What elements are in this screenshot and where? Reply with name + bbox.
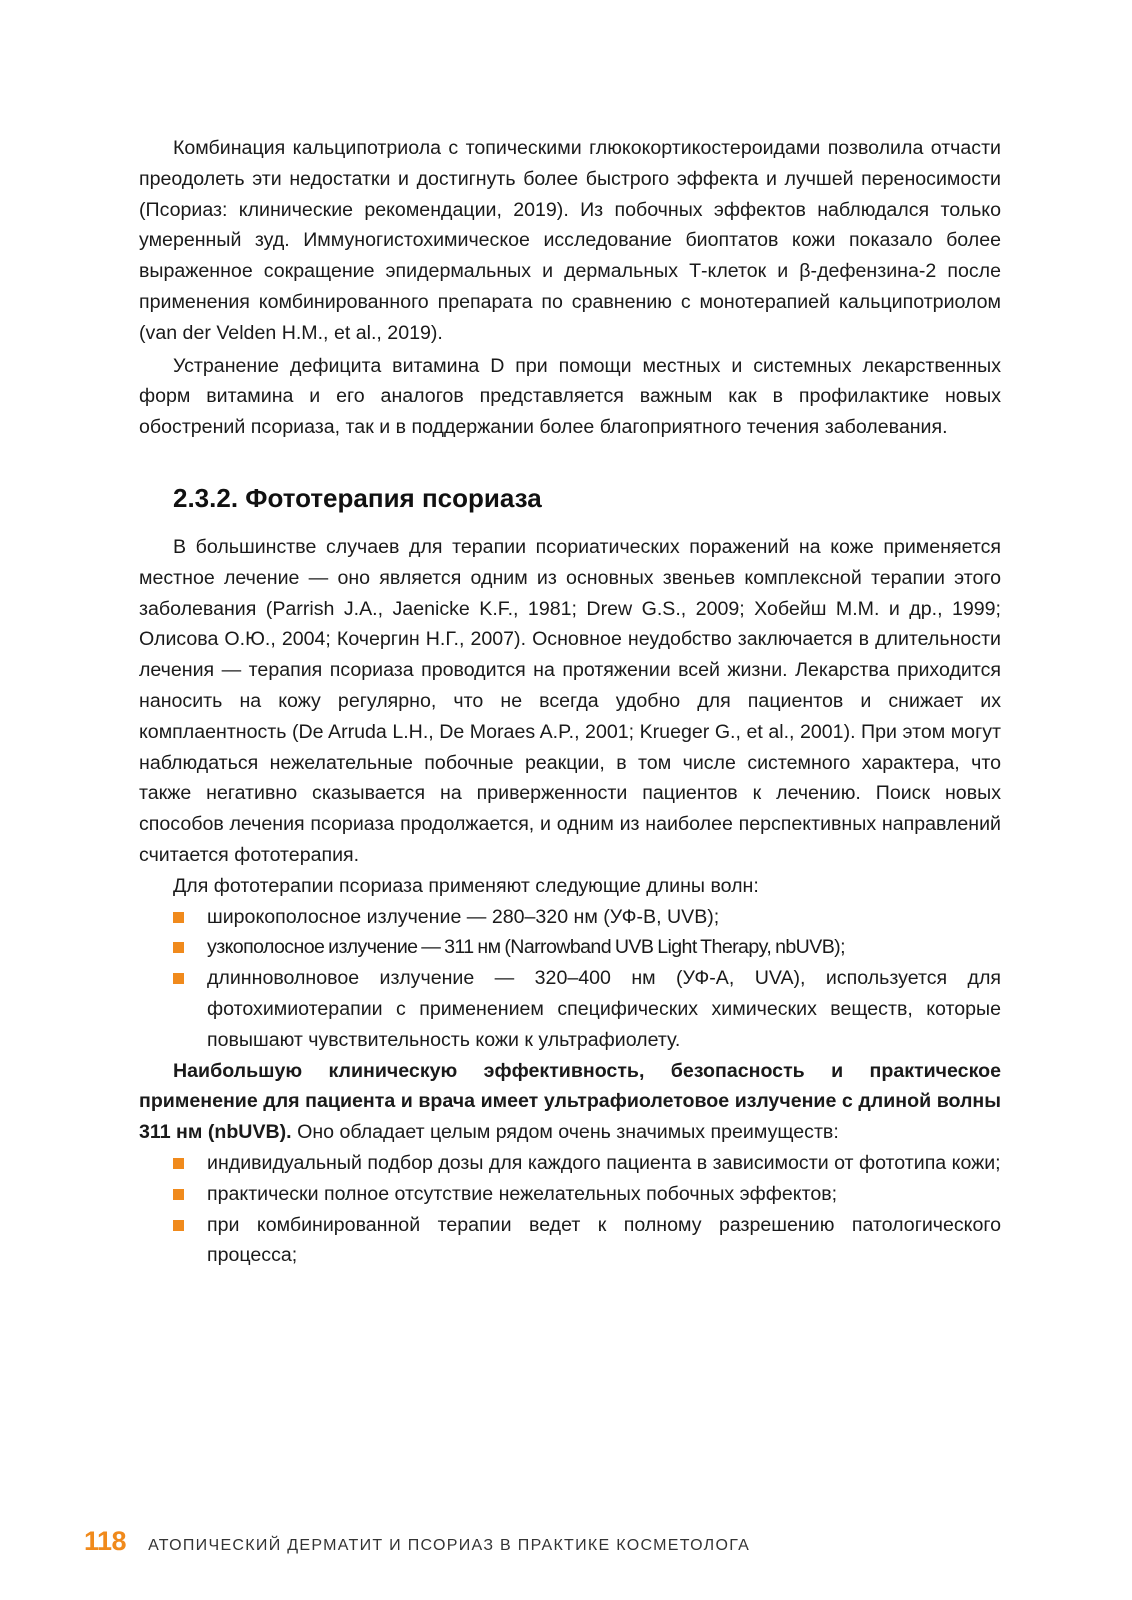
bullet-square-icon xyxy=(173,912,184,923)
list-item: длинноволновое излучение — 320–400 нм (УФ-А, UVA), используется для фотохимиотерапии с применением специфических химических веществ, которые повышают чувствительность кожи к ультрафиолету. xyxy=(139,963,1001,1055)
section-title: 2.3.2. Фототерапия псориаза xyxy=(173,482,542,513)
paragraph-4: Для фототерапии псориаза применяют следующие длины волн: xyxy=(173,874,759,897)
page-footer xyxy=(84,1526,750,1560)
bullet-square-icon xyxy=(173,1189,184,1200)
list-item: индивидуальный подбор дозы для каждого пациента в зависимости от фототипа кожи; xyxy=(139,1148,1001,1179)
running-head: АТОПИЧЕСКИЙ ДЕРМАТИТ И ПСОРИАЗ В ПРАКТИКЕ КОСМЕТОЛОГА xyxy=(148,1537,751,1554)
paragraph-5-rest: Оно обладает целым рядом очень значимых преимуществ: xyxy=(291,1121,839,1144)
list-item: узкополосное излучение — 311 нм (Narrowband UVB Light Therapy, nbUVB); xyxy=(139,932,1001,963)
paragraph-2: Устранение дефицита витамина D при помощи местных и системных лекарственных форм витамина и его аналогов представляется важным как в профилактике новых обострений псориаза, так и в поддержании более благоприятного течения заболевания. xyxy=(139,354,1001,439)
page-body xyxy=(139,133,1001,1271)
page-number: 118 xyxy=(84,1526,127,1556)
bullet-square-icon xyxy=(173,942,184,953)
list-item: при комбинированной терапии ведет к полному разрешению патологического процесса; xyxy=(139,1210,1001,1272)
bullet-square-icon xyxy=(173,973,184,984)
wavelength-list xyxy=(139,902,1001,1056)
paragraph-3: В большинстве случаев для терапии псориатических поражений на коже применяется местное лечение — оно является одним из основных звеньев комплексной терапии этого заболевания (Parrish J.A., Jaenicke K.F., 1981; Drew G.S., 2009; Хобейш М.М. и др., 1999; Олисова О.Ю., 2004; Кочергин Н.Г., 2007). Основное неудобство заключается в длительности лечения — терапия псориаза проводится на протяжении всей жизни. Лекарства приходится наносить на кожу регулярно, что не всегда удобно для пациентов и снижает их комплаентность (De Arruda L.H., De Moraes A.P., 2001; Krueger G., et al., 2001). При этом могут наблюдаться нежелательные побочные реакции, в том числе системного характера, что также негативно сказывается на приверженности пациентов к лечению. Поиск новых способов лечения псориаза продолжается, и одним из наиболее перспективных направлений считается фототерапия. xyxy=(139,535,1001,866)
list-item: широкополосное излучение — 280–320 нм (УФ-В, UVB); xyxy=(139,902,1001,933)
paragraph-5 xyxy=(139,1056,1001,1148)
emphasis-text: Наибольшую клиническую эффективность, безопасность и практическое применение для пациента и врача имеет ультрафиолетовое излучение с длиной волны 311 нм (nbUVB). xyxy=(139,1059,1001,1144)
bullet-square-icon xyxy=(173,1158,184,1169)
paragraph-1: Комбинация кальципотриола с топическими глюкокортикостероидами позволила отчасти преодолеть эти недостатки и достигнуть более быстрого эффекта и лучшей переносимости (Псориаз: клинические рекомендации, 2019). Из побочных эффектов наблюдался только умеренный зуд. Иммуногистохимическое исследование биоптатов кожи показало более выраженное сокращение эпидермальных и дермальных Т-клеток и β-дефензина-2 после применения комбинированного препарата по сравнению с монотерапией кальципотриолом (van der Velden H.M., et al., 2019). xyxy=(139,137,1001,344)
list-item: практически полное отсутствие нежелательных побочных эффектов; xyxy=(139,1179,1001,1210)
advantages-list xyxy=(139,1148,1001,1271)
bullet-square-icon xyxy=(173,1220,184,1231)
